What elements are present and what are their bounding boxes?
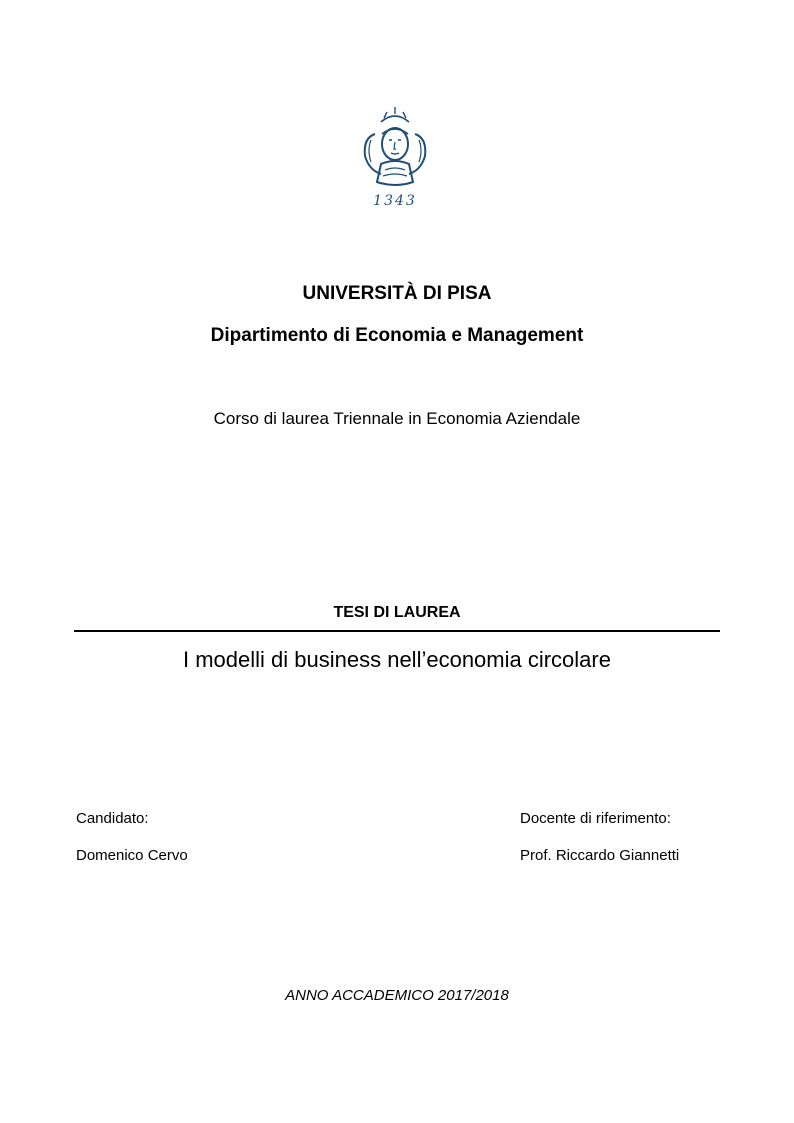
thesis-type-label: TESI DI LAUREA xyxy=(333,604,461,621)
department-name: Dipartimento di Economia e Management xyxy=(210,325,584,346)
title-divider xyxy=(74,630,720,632)
candidate-label: Candidato: xyxy=(76,810,149,827)
university-name: UNIVERSITÀ DI PISA xyxy=(302,283,492,304)
academic-year: ANNO ACCADEMICO 2017/2018 xyxy=(285,987,509,1004)
university-seal-logo xyxy=(327,78,463,214)
supervisor-name: Prof. Riccardo Giannetti xyxy=(520,847,680,864)
thesis-title: I modelli di business nell’economia circolare xyxy=(183,647,611,672)
course-name: Corso di laurea Triennale in Economia Aziendale xyxy=(213,409,581,428)
supervisor-label: Docente di riferimento: xyxy=(520,810,671,827)
candidate-name: Domenico Cervo xyxy=(76,847,188,864)
seal-year: 1343 xyxy=(373,193,417,209)
